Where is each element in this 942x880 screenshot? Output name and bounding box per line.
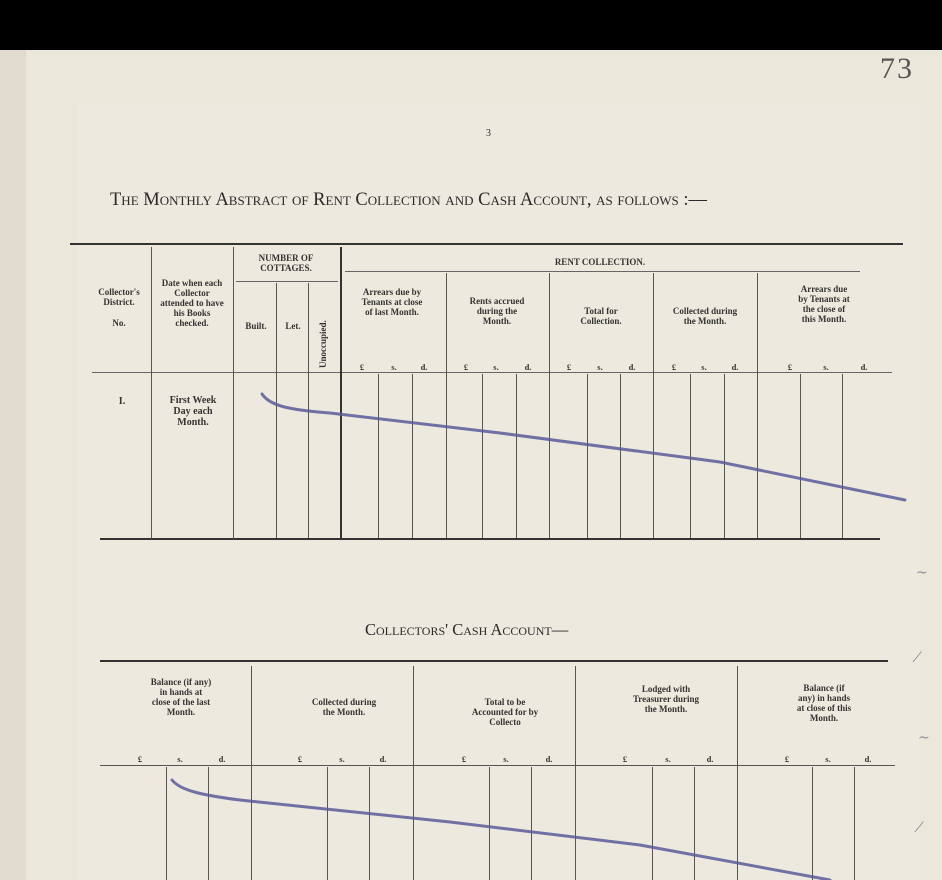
header-balance-start: Balance (if any) in hands at close of the last Month. (150, 677, 212, 717)
header-district: Collector's District. (98, 287, 140, 307)
unit-pence: d. (524, 362, 532, 372)
header-let: Let. (285, 321, 301, 331)
unit-pence: d. (379, 754, 387, 764)
unit-pence: d. (420, 362, 428, 372)
unit-pence: d. (628, 362, 636, 372)
unit-pound: £ (566, 362, 572, 372)
row-district: I. (118, 396, 126, 407)
unit-pence: d. (860, 362, 868, 372)
unit-shilling: s. (701, 362, 707, 372)
unit-shilling: s. (503, 754, 509, 764)
unit-pence: d. (545, 754, 553, 764)
unit-pence: d. (706, 754, 714, 764)
bleed-scribble: ~ (918, 730, 930, 746)
header-balance-end: Balance (if any) in hands at close of this Month. (796, 683, 852, 723)
unit-shilling: s. (825, 754, 831, 764)
header-rents-accrued: Rents accrued during the Month. (469, 296, 525, 326)
unit-pound: £ (137, 754, 143, 764)
unit-pound: £ (784, 754, 790, 764)
header-cash-collected: Collected during the Month. (311, 697, 377, 717)
unit-pence: d. (864, 754, 872, 764)
unit-shilling: s. (823, 362, 829, 372)
header-arrears-end: Arrears due by Tenants at the close of this Month. (798, 284, 850, 324)
abstract-title: The Monthly Abstract of Rent Collection and Cash Account, as follows :— (110, 190, 708, 210)
header-collected: Collected during the Month. (672, 306, 738, 326)
unit-pound: £ (297, 754, 303, 764)
unit-pence: d. (218, 754, 226, 764)
unit-shilling: s. (493, 362, 499, 372)
unit-pound: £ (359, 362, 365, 372)
header-total-accounted: Total to be Accounted for by Collecto (471, 697, 539, 727)
unit-pound: £ (622, 754, 628, 764)
unit-shilling: s. (597, 362, 603, 372)
cash-account-title: Collectors' Cash Account— (365, 620, 569, 639)
bleed-scribble: ⁄ (918, 820, 921, 836)
header-rent-collection: RENT COLLECTION. (554, 257, 646, 267)
unit-shilling: s. (391, 362, 397, 372)
page-number: 73 (880, 52, 914, 85)
bleed-scribble: ~ (916, 565, 928, 581)
header-arrears-start: Arrears due by Tenants at close of last Month. (361, 287, 423, 317)
header-lodged: Lodged with Treasurer during the Month. (632, 684, 700, 714)
unit-shilling: s. (177, 754, 183, 764)
row-date: First Week Day each Month. (169, 395, 217, 428)
header-cottages: NUMBER OF COTTAGES. (258, 253, 314, 273)
header-total-collection: Total for Collection. (580, 306, 622, 326)
unit-shilling: s. (339, 754, 345, 764)
unit-pound: £ (463, 362, 469, 372)
unit-pound: £ (787, 362, 793, 372)
unit-pence: d. (731, 362, 739, 372)
unit-pound: £ (461, 754, 467, 764)
bleed-scribble: ⁄ (916, 650, 919, 666)
header-no: No. (112, 318, 126, 328)
sheet-number: 3 (486, 128, 491, 139)
header-built: Built. (245, 321, 267, 331)
unit-shilling: s. (665, 754, 671, 764)
header-date: Date when each Collector attended to have his Books checked. (160, 278, 224, 328)
header-unoccupied: Unoccupied. (318, 320, 328, 368)
unit-pound: £ (671, 362, 677, 372)
